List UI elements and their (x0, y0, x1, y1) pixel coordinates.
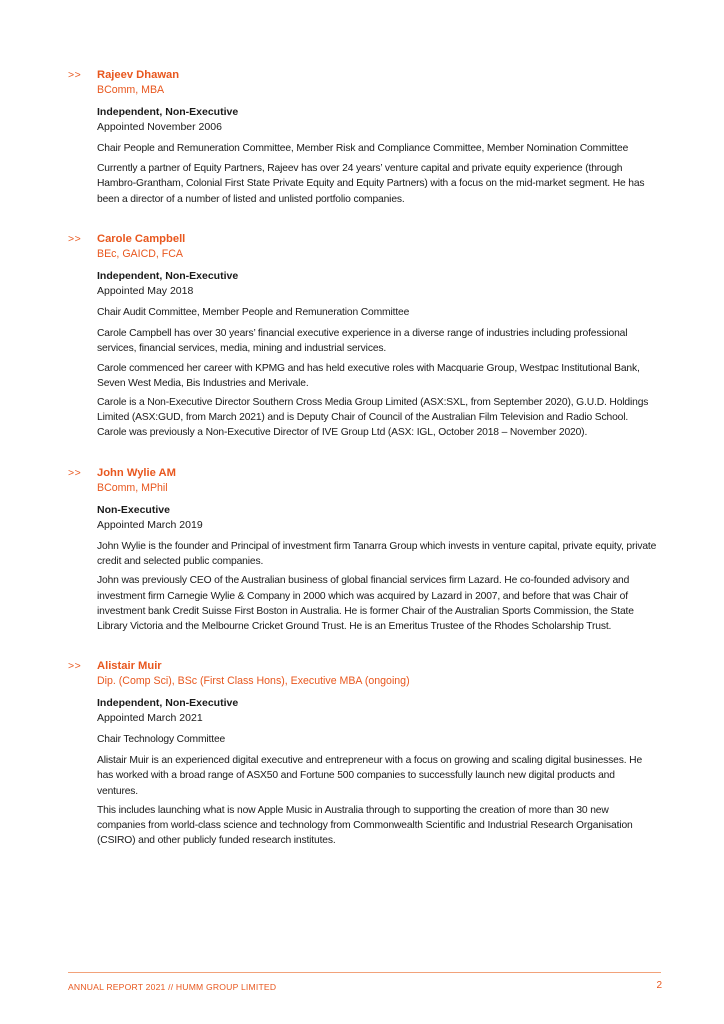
bullet-marker: >> (68, 69, 82, 81)
director-paragraph: Chair Audit Committee, Member People and Remuneration Committee (97, 307, 410, 318)
director-qualifications: BComm, MPhil (97, 482, 168, 494)
bullet-marker: >> (68, 660, 82, 672)
bullet-marker: >> (68, 233, 82, 245)
director-paragraph: Carole commenced her career with KPMG and has held executive roles with Macquarie Group, Westpac Institutional Bank, Seven West Media, Bis Industries and Merivale. (97, 362, 640, 389)
director-name: Alistair Muir (97, 660, 162, 672)
director-paragraph: Currently a partner of Equity Partners, Rajeev has over 24 years’ venture capital and private equity experience (through Hambro-Grantham, Colonial First State Private Equity and Equity Partners) with a focus on the mid-market segment. He has been a director of a number of listed and unlisted portfolio companies. (97, 163, 645, 205)
director-qualifications: BEc, GAICD, FCA (97, 248, 183, 260)
director-role: Independent, Non-Executive (97, 697, 239, 709)
director-appointed: Appointed May 2018 (97, 285, 194, 297)
bullet-marker: >> (68, 467, 82, 479)
director-name: Rajeev Dhawan (97, 69, 180, 81)
director-appointed: Appointed March 2019 (97, 519, 203, 531)
director-qualifications: BComm, MBA (97, 84, 165, 96)
director-paragraph: Chair Technology Committee (97, 734, 226, 745)
page-number: 2 (656, 980, 662, 991)
director-paragraph: John was previously CEO of the Australian business of global financial services firm Lazard. He co-founded advisory and investment firm Carnegie Wylie & Company in 2000 which was acquired by Lazard in 2007, and before that was Chair of investment bank Credit Suisse First Boston in Australia. He is former Chair of the Australian Sports Commission, the State Library Victoria and the Melbourne Cricket Ground Trust. He is an Emeritus Trustee of the Rhodes Scholarship Trust. (97, 575, 634, 633)
director-qualifications: Dip. (Comp Sci), BSc (First Class Hons), Executive MBA (ongoing) (97, 675, 410, 687)
footer-divider (68, 972, 661, 973)
director-name: John Wylie AM (97, 467, 176, 479)
director-role: Independent, Non-Executive (97, 270, 239, 282)
director-paragraph: This includes launching what is now Apple Music in Australia through to supporting the creation of more than 30 new companies from world-class science and technology from Commonwealth Scientific and Industrial Research Organisation (CSIRO) and other publicly funded research institutes. (97, 804, 633, 847)
director-paragraph: Carole is a Non-Executive Director Southern Cross Media Group Limited (ASX:SXL, from September 2020), G.U.D. Holdings Limited (ASX:GUD, from March 2021) and is Deputy Chair of Council of the Australian Film Television and Radio School. Carole was previously a Non-Executive Director of IVE Group Ltd (ASX: IGL, October 2018 – November 2020). (97, 397, 649, 439)
director-role: Non-Executive (97, 504, 170, 516)
director-paragraph: Alistair Muir is an experienced digital executive and entrepreneur with a focus on growing and scaling digital businesses. He has worked with a broad range of ASX50 and Fortune 500 companies to successfully launch new digital products and ventures. (97, 755, 643, 797)
director-role: Independent, Non-Executive (97, 106, 239, 118)
director-paragraph: John Wylie is the founder and Principal of investment firm Tanarra Group which invests in venture capital, private equity, private credit and selected public companies. (97, 541, 657, 568)
footer-report-title: ANNUAL REPORT 2021 // HUMM GROUP LIMITED (68, 982, 277, 992)
director-name: Carole Campbell (97, 233, 186, 245)
director-paragraph: Carole Campbell has over 30 years’ financial executive experience in a diverse range of industries including professional services, financial services, media, mining and industrial services. (97, 328, 628, 355)
director-paragraph: Chair People and Remuneration Committee, Member Risk and Compliance Committee, Member Nomination Committee (97, 143, 629, 154)
director-appointed: Appointed November 2006 (97, 121, 222, 133)
director-appointed: Appointed March 2021 (97, 712, 203, 724)
